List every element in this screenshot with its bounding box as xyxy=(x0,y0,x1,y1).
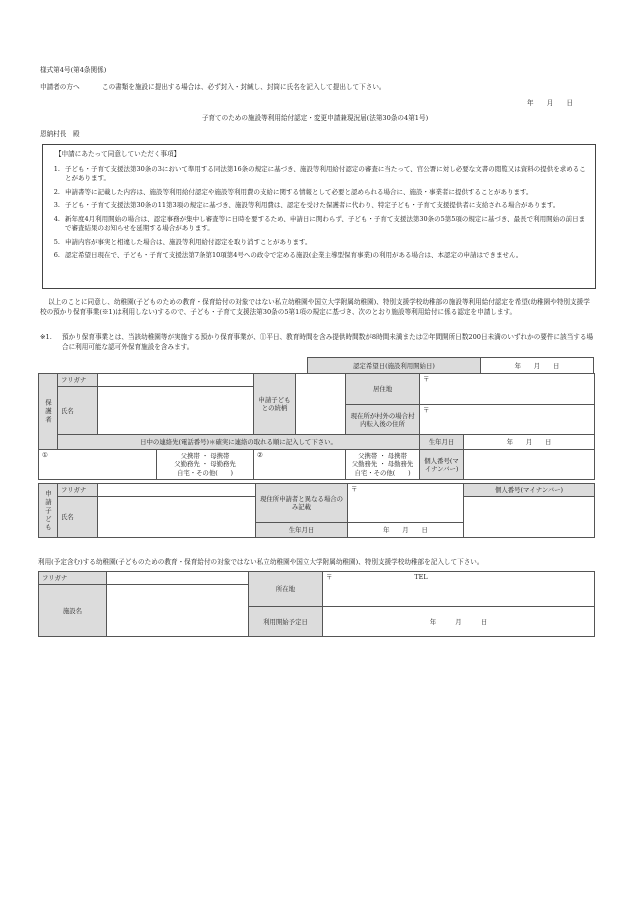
form-number: 様式第4号(第4条関係) xyxy=(40,66,107,74)
facility-furigana-input[interactable] xyxy=(107,572,249,585)
child-address-input[interactable]: 〒 xyxy=(348,484,464,523)
child-address-label: 現住所申請者と異なる場合のみ記載 xyxy=(256,484,348,523)
facility-table xyxy=(38,571,595,637)
relation-label: 申請子どもとの続柄 xyxy=(254,374,296,435)
desired-date-field[interactable]: 年 月 日 xyxy=(481,358,594,374)
contact-2-input[interactable]: ② xyxy=(254,450,346,480)
guardian-label: 保護者 xyxy=(39,374,58,450)
current-address-input[interactable]: 〒 xyxy=(420,405,595,435)
child-name-label: 氏名 xyxy=(58,497,98,538)
applicant-label: 申請者の方へ xyxy=(40,83,80,91)
guardian-name-input[interactable] xyxy=(98,387,254,435)
child-label: 申請子ども xyxy=(39,484,58,538)
contact-label: 日中の連絡先(電話番号)＊確実に連絡の取れる順に記入して下さい。 xyxy=(58,435,420,450)
contact-1-input[interactable]: ① xyxy=(39,450,157,480)
consent-list xyxy=(49,165,589,265)
child-name-input[interactable] xyxy=(98,497,256,538)
addressee: 恩納村長 殿 xyxy=(40,130,80,138)
address-label: 居住地 xyxy=(346,374,420,405)
start-date-input[interactable]: 年 月 日 xyxy=(323,607,595,637)
guardian-number-label: 個人番号(マイナンバー) xyxy=(420,450,464,480)
relation-input[interactable] xyxy=(296,374,346,435)
desired-date-table xyxy=(307,357,594,374)
child-birthdate-label: 生年月日 xyxy=(256,523,348,538)
consent-item: 5. 申請内容が事実と相違した場合は、施設等利用給付認定を取り消すことがあります。 xyxy=(53,237,312,246)
consent-item: 1. 子ども・子育て支援法第30条の3において準用する同法第16条の規定に基づき、施設等利用給付認定の審査に当たって、官公署に対し必要な文書の閲覧又は資料の提供を求めることがあります。 xyxy=(53,165,586,183)
facility-intro: 利用(予定含む)する幼稚園(子どものための教育・保育給付の対象ではない私立幼稚園や国立大学附属幼稚園)、特別支援学校幼稚部を記入して下さい。 xyxy=(38,558,484,566)
child-table xyxy=(38,483,595,538)
consent-box xyxy=(42,144,596,289)
note-mark: ※1. xyxy=(40,333,52,341)
child-number-input[interactable] xyxy=(464,497,595,538)
facility-furigana-label: フリガナ xyxy=(39,572,107,585)
consent-item: 6. 認定希望日現在で、子ども・子育て支援法第7条第10項第4号への政令で定める施設(企業主導型保育事業)の利用がある場合は、本認定の申請はできません。 xyxy=(53,251,523,260)
agreement-paragraph: 以上のことに同意し、幼稚園(子どものための教育・保育給付の対象ではない私立幼稚園や国立大学附属幼稚園)、特別支援学校幼稚部の施設等利用給付認定を希望(幼稚園や特別支援学校の預かり保育事業(※1)は利用しない)するので、子ども・子育て支援法第30条の5第1項の規定に基づき、次のとおり施設等利用給付に係る認定を申請します。 xyxy=(40,298,590,316)
consent-item: 4. 新年度4月利用開始の場合は、認定事務が集中し審査等に日時を要するため、申請日に関わらず、子ども・子育て支援法第30条の5第5項の規定に基づき、最長で利用開始の前日まで審査結果のお知らせを延期する場合があります。 xyxy=(53,214,586,233)
facility-location-input[interactable]: 〒 TEL xyxy=(323,572,595,607)
guardian-number-input[interactable] xyxy=(464,450,595,480)
child-furigana-label: フリガナ xyxy=(58,484,98,497)
facility-name-input[interactable] xyxy=(107,585,249,637)
current-address-label: 現在所が村外の場合村内転入後の住所 xyxy=(346,405,420,435)
guardian-name-label: 氏名 xyxy=(58,387,98,435)
guardian-furigana-input[interactable] xyxy=(98,374,254,387)
consent-heading: 【申請にあたって同意していただく事項】 xyxy=(55,150,181,158)
child-furigana-input[interactable] xyxy=(98,484,256,497)
guardian-furigana-label: フリガナ xyxy=(58,374,98,387)
applicant-instruction: この書類を施設に提出する場合は、必ず封入・封緘し、封筒に氏名を記入して提出して下さい。 xyxy=(102,83,386,91)
guardian-table xyxy=(38,373,595,480)
contact-1-options[interactable]: 父携帯 ・ 母携帯 父勤務先 ・ 母勤務先 自宅・その他( ) xyxy=(157,450,254,480)
date-line: 年 月 日 xyxy=(527,99,574,107)
guardian-birthdate-input[interactable]: 年 月 日 xyxy=(464,435,595,450)
child-birthdate-input[interactable]: 年 月 日 xyxy=(348,523,464,538)
note-text: 預かり保育事業とは、当該幼稚園等が実施する預かり保育事業が、①平日、教育時間を含み提供時間数が8時間未満または②年間開所日数200日未満のいずれかの要件に該当する場合に利用可能な認可外保育施設を含みます。 xyxy=(62,333,594,351)
guardian-birthdate-label: 生年月日 xyxy=(420,435,464,450)
address-input[interactable]: 〒 xyxy=(420,374,595,405)
child-number-label: 個人番号(マイナンバー) xyxy=(464,484,595,497)
page-title: 子育てのための施設等利用給付認定・変更申請兼現況届(法第30条の4第1号) xyxy=(201,114,429,122)
contact-2-options[interactable]: 父携帯 ・ 母携帯 父勤務先 ・ 母勤務先 自宅・その他( ) xyxy=(346,450,420,480)
facility-name-label: 施設名 xyxy=(39,585,107,637)
start-date-label: 利用開始予定日 xyxy=(249,607,323,637)
facility-location-label: 所在地 xyxy=(249,572,323,607)
desired-date-label: 認定希望日(施設利用開始日) xyxy=(308,358,481,374)
consent-item: 2. 申請書等に記載した内容は、施設等利用給付認定や施設等利用費の支給に関する情報として必要と認められる場合に、施設・事業者に提供することがあります。 xyxy=(53,187,533,196)
consent-item: 3. 子ども・子育て支援法第30条の11第3項の規定に基づき、施設等利用費は、認定を受けた保護者に代わり、特定子ども・子育て支援提供者に支給される場合があります。 xyxy=(53,201,560,210)
